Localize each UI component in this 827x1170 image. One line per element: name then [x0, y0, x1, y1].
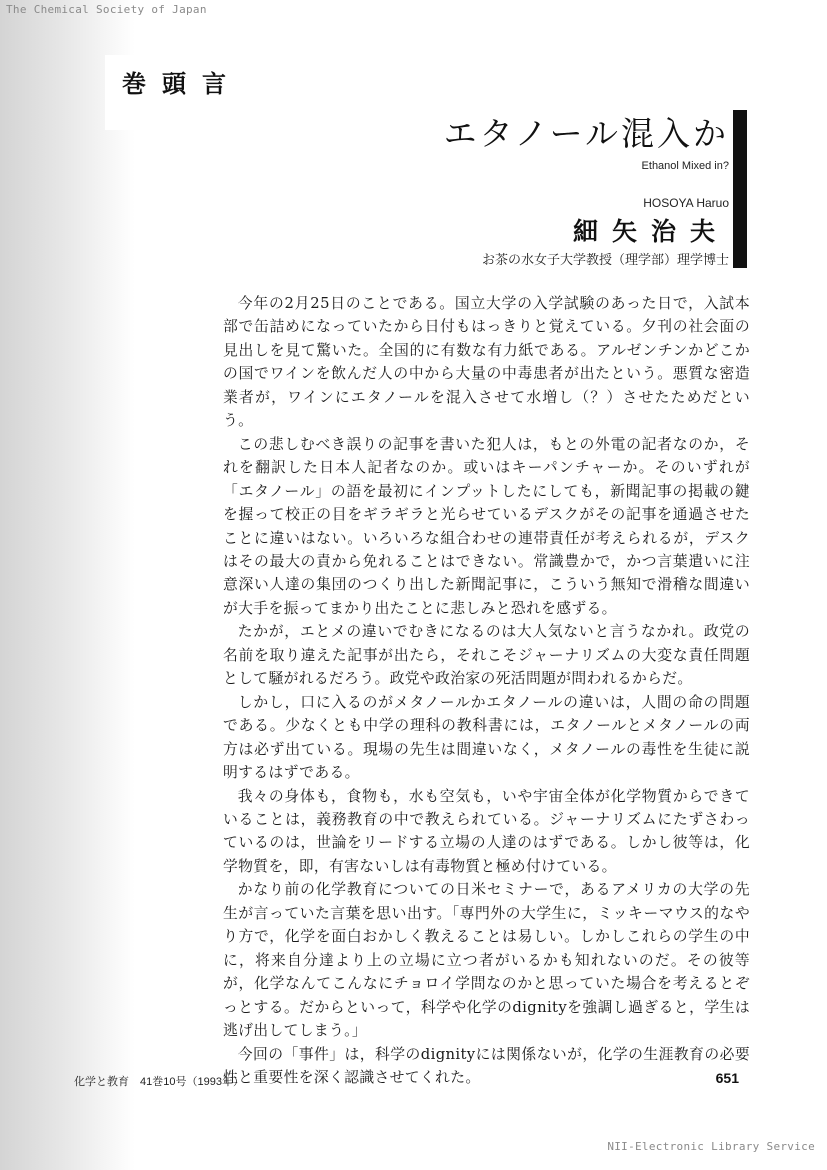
journal-citation: 化学と教育 41巻10号（1993年）: [74, 1076, 244, 1088]
page-number: 651: [715, 1070, 739, 1086]
paragraph: かなり前の化学教育についての日米セミナーで，あるアメリカの大学の先生が言っていた言葉を思い出す。「専門外の大学生に，ミッキーマウス的なやり方で，化学を面白おかしく教えることは易しい。しかしこれらの学生の中に，将来自分達より上の立場に立つ者がいるかも知れないのだ。その彼等が，化学なんてこんなにチョロイ学問なのかと思っていた場合を考えるとぞっとする。だからといって，科学や化学のdignityを強調し過ぎると，学生は逃げ出してしまう。」: [223, 881, 750, 1040]
author-affiliation: お茶の水女子大学教授（理学部）理学博士: [481, 253, 729, 268]
paragraph: この悲しむべき誤りの記事を書いた犯人は，もとの外電の記者なのか，それを翻訳した日本人記者なのか。或いはキーパンチャーか。そのいずれが「エタノール」の語を最初にインプットしたにしても，新聞記事の掲載の鍵を握って校正の目をギラギラと光らせているデスクがその記事を通過させたことに違いはない。いろいろな組合わせの連帯責任が考えられるが，デスクはその最大の責から免れることはできない。常識豊かで，かつ言葉遣いに注意深い人達の集団のつくり出した新聞記事に，こういう無知で滑稽な間違いが大手を振ってまかり出たことに悲しみと恐れを感ずる。: [223, 435, 750, 617]
section-label: 巻頭言: [122, 69, 242, 98]
scan-margin-shading: [0, 0, 135, 1170]
library-watermark: NII-Electronic Library Service: [607, 1140, 815, 1153]
paragraph: たかが，エとメの違いでむきになるのは大人気ないと言うなかれ。政党の名前を取り違えた記事が出たら，それこそジャーナリズムの大変な責任問題として騒がれるだろう。政党や政治家の死活問題が問われるからだ。: [223, 623, 750, 688]
article-title: エタノール混入か: [443, 114, 729, 153]
title-accent-bar: [733, 110, 747, 268]
paragraph: 今回の「事件」は，科学のdignityには関係ないが，化学の生涯教育の必要性と重要性を深く認識させてくれた。: [223, 1045, 750, 1086]
paragraph: しかし，口に入るのがメタノールかエタノールの違いは，人間の命の問題である。少なくとも中学の理科の教科書には，エタノールとメタノールの両方は必ず出ている。現場の先生は間違いなく，メタノールの毒性を生徒に説明するはずである。: [223, 693, 750, 782]
author-name: 細矢治夫: [572, 217, 729, 246]
paragraph: 我々の身体も，食物も，水も空気も，いや宇宙全体が化学物質からできていることは，義務教育の中で教えられている。ジャーナリズムにたずさわっているのは，世論をリードする立場の人達のはずである。しかし彼等は，化学物質を，即，有害ないしは有毒物質と極め付けている。: [223, 787, 750, 875]
paragraph: 今年の2月25日のことである。国立大学の入学試験のあった日で，入試本部で缶詰めになっていたから日付もはっきりと覚えている。夕刊の社会面の見出しを見て驚いた。全国的に有数な有力紙である。アルゼンチンかどこかの国でワインを飲んだ人の中から大量の中毒患者が出たという。悪質な密造業者が，ワインにエタノールを混入させて水増し（？）させたためだという。: [223, 295, 750, 430]
author-name-roman: HOSOYA Haruo: [643, 196, 729, 210]
article-subtitle-english: Ethanol Mixed in?: [641, 160, 729, 172]
publisher-watermark: The Chemical Society of Japan: [6, 3, 207, 16]
article-body: [223, 292, 750, 1089]
